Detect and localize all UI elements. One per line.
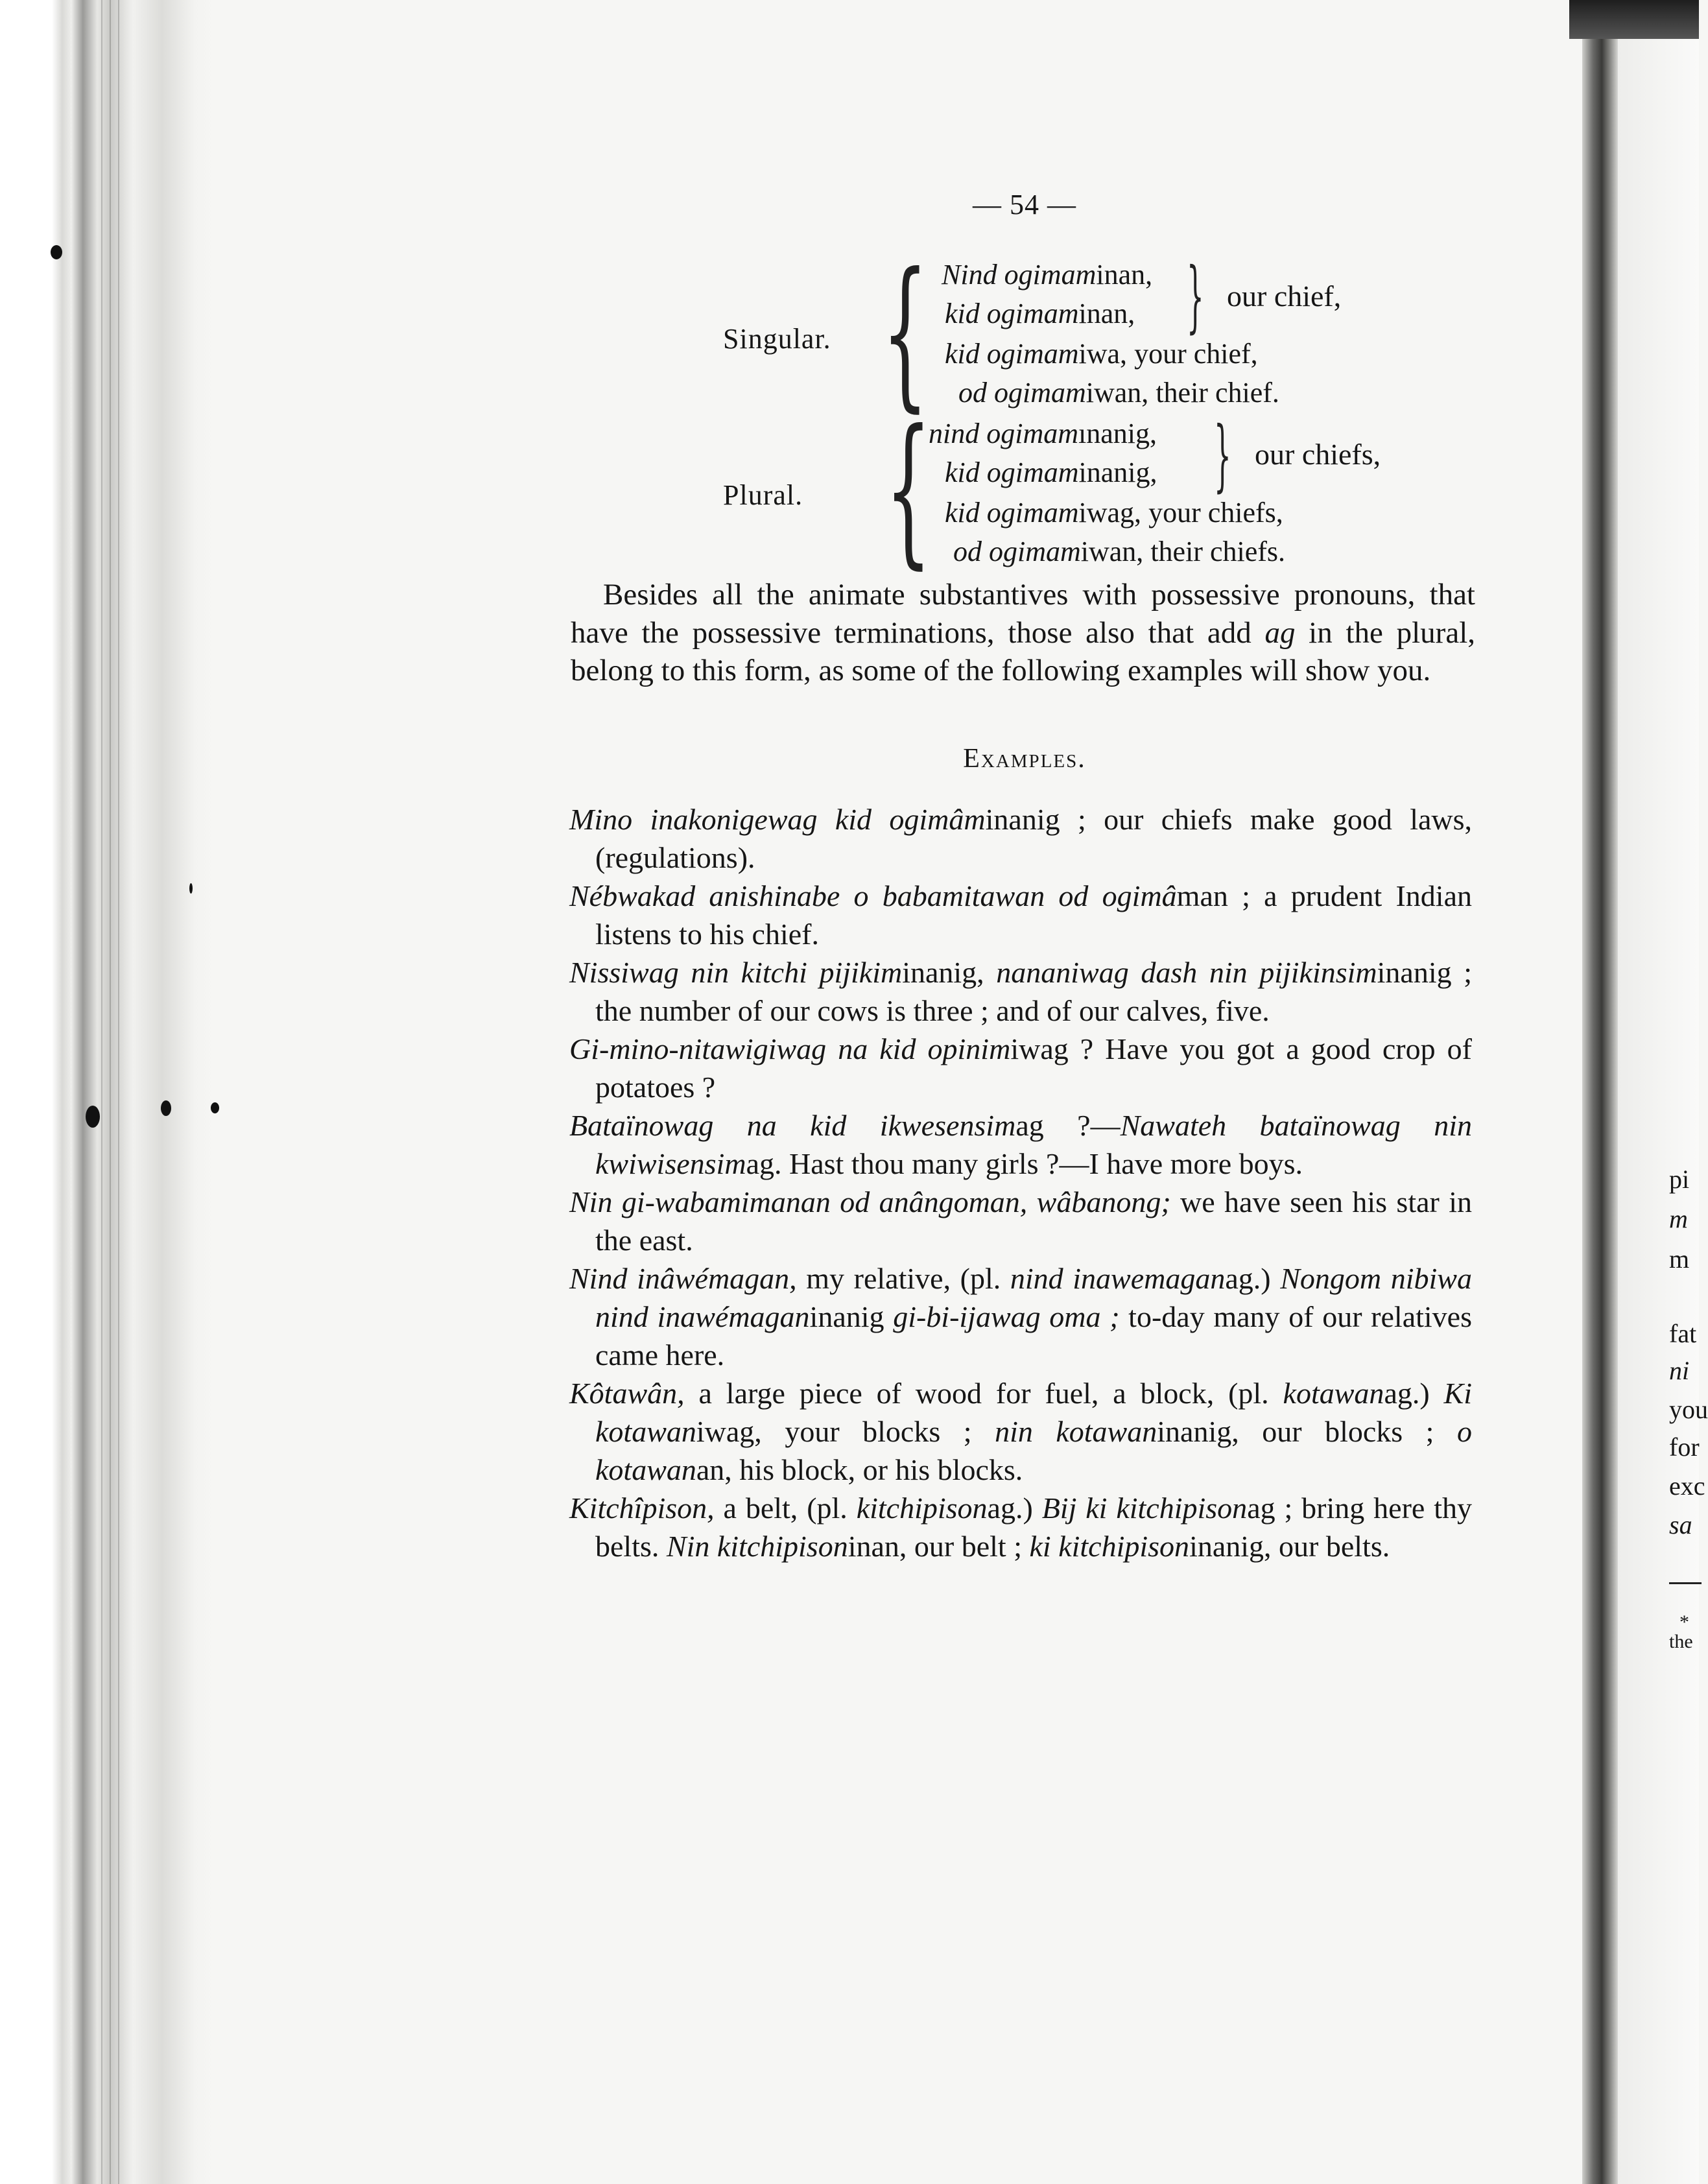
facing-fragment: exc (1669, 1471, 1705, 1501)
singular-brace: { (882, 238, 929, 427)
book-gutter-shadow (1582, 0, 1618, 2184)
paradigm-form: kid ogimamiwa, your chief, (945, 338, 1258, 370)
examples-list (569, 800, 1472, 1565)
ink-speck (86, 1106, 100, 1128)
facing-fragment: for (1669, 1432, 1700, 1462)
facing-fragment: you (1669, 1395, 1708, 1424)
facing-fragment: ni (1669, 1356, 1690, 1385)
body-paragraph: Besides all the animate substantives with possessive pronouns, that have the possessive terminations, those also that add ag in the plural, belong to this form, as some of the following examples will show you. (571, 578, 1476, 687)
paradigm-form: od ogimamiwan, their chiefs. (953, 536, 1286, 567)
ink-speck (161, 1100, 171, 1116)
facing-page-fragment (1668, 0, 1708, 2184)
facing-fragment: fat (1669, 1319, 1697, 1348)
facing-fragment: m (1669, 1204, 1688, 1233)
example-item: Kitchîpison, a belt, (pl. kitchipisonag.) Bij ki kitchipisonag ; bring here thy belts. Nin kitchipisoninan, our belt ; ki kitchipisoninanig, our belts. (569, 1491, 1472, 1563)
example-item: Nébwakad anishinabe o babamitawan od ogimâman ; a prudent Indian listens to his chief. (569, 879, 1472, 951)
section-heading: Examples. (963, 744, 1086, 774)
ink-speck (51, 245, 62, 259)
facing-fragment: m (1669, 1244, 1690, 1274)
example-item: Gi-mino-nitawigiwag na kid opinimiwag ? Have you got a good crop of potatoes ? (569, 1032, 1472, 1104)
facing-fragment: pi (1669, 1165, 1690, 1194)
example-item: Nind inâwémagan, my relative, (pl. nind inawemaganag.) Nongom nibiwa nind inawémaganinanig gi-bi-ijawag oma ; to-day many of our relatives came here. (569, 1262, 1472, 1371)
ink-speck (189, 883, 193, 894)
paradigm-form: od ogimamiwan, their chief. (958, 377, 1279, 409)
plural-label: Plural. (723, 479, 803, 511)
example-item: Bataïnowag na kid ikwesensimag ?—Nawateh bataïnowag nin kwiwisensimag. Hast thou many girls ?—I have more boys. (569, 1109, 1472, 1180)
singular-label: Singular. (723, 323, 831, 355)
example-item: Kôtawân, a large piece of wood for fuel, a block, (pl. kotawanag.) Ki kotawaniwag, your blocks ; nin kotawaninanig, our blocks ; o kotawanan, his block, or his blocks. (569, 1377, 1472, 1486)
paradigm-form: kid ogimaminan, (945, 298, 1135, 329)
plural-brace: { (885, 395, 932, 584)
page-number: — 54 — (973, 189, 1076, 220)
pair-brace: } (1187, 252, 1204, 342)
book-page-edges (0, 0, 214, 2184)
example-item: Mino inakonigewag kid ogimâminanig ; our chiefs make good laws, (regulations). (569, 803, 1473, 874)
paradigm-form: kid ogimaminanig, (945, 457, 1157, 488)
example-item: Nissiwag nin kitchi pijikiminanig, nananiwag dash nin pijikinsiminanig ; the number of our cows is three ; and of our calves, five. (569, 956, 1472, 1027)
footnote-rule (1669, 1582, 1702, 1584)
pair-gloss: our chief, (1227, 279, 1342, 313)
facing-fragment: the (1669, 1631, 1693, 1652)
example-item: Nin gi-wabamimanan od anângoman, wâbanong; we have seen his star in the east. (569, 1185, 1472, 1257)
paradigm-form: kid ogimamiwag, your chiefs, (945, 497, 1283, 528)
paradigm-form: nind ogimamınanig, (929, 418, 1157, 449)
ink-speck (211, 1102, 219, 1113)
facing-fragment: sa (1669, 1510, 1692, 1539)
pair-gloss: our chiefs, (1255, 438, 1381, 471)
pair-brace: } (1214, 410, 1231, 501)
footnote-mark: * (1679, 1611, 1689, 1633)
paradigm-form: Nind ogimaminan, (942, 259, 1153, 291)
